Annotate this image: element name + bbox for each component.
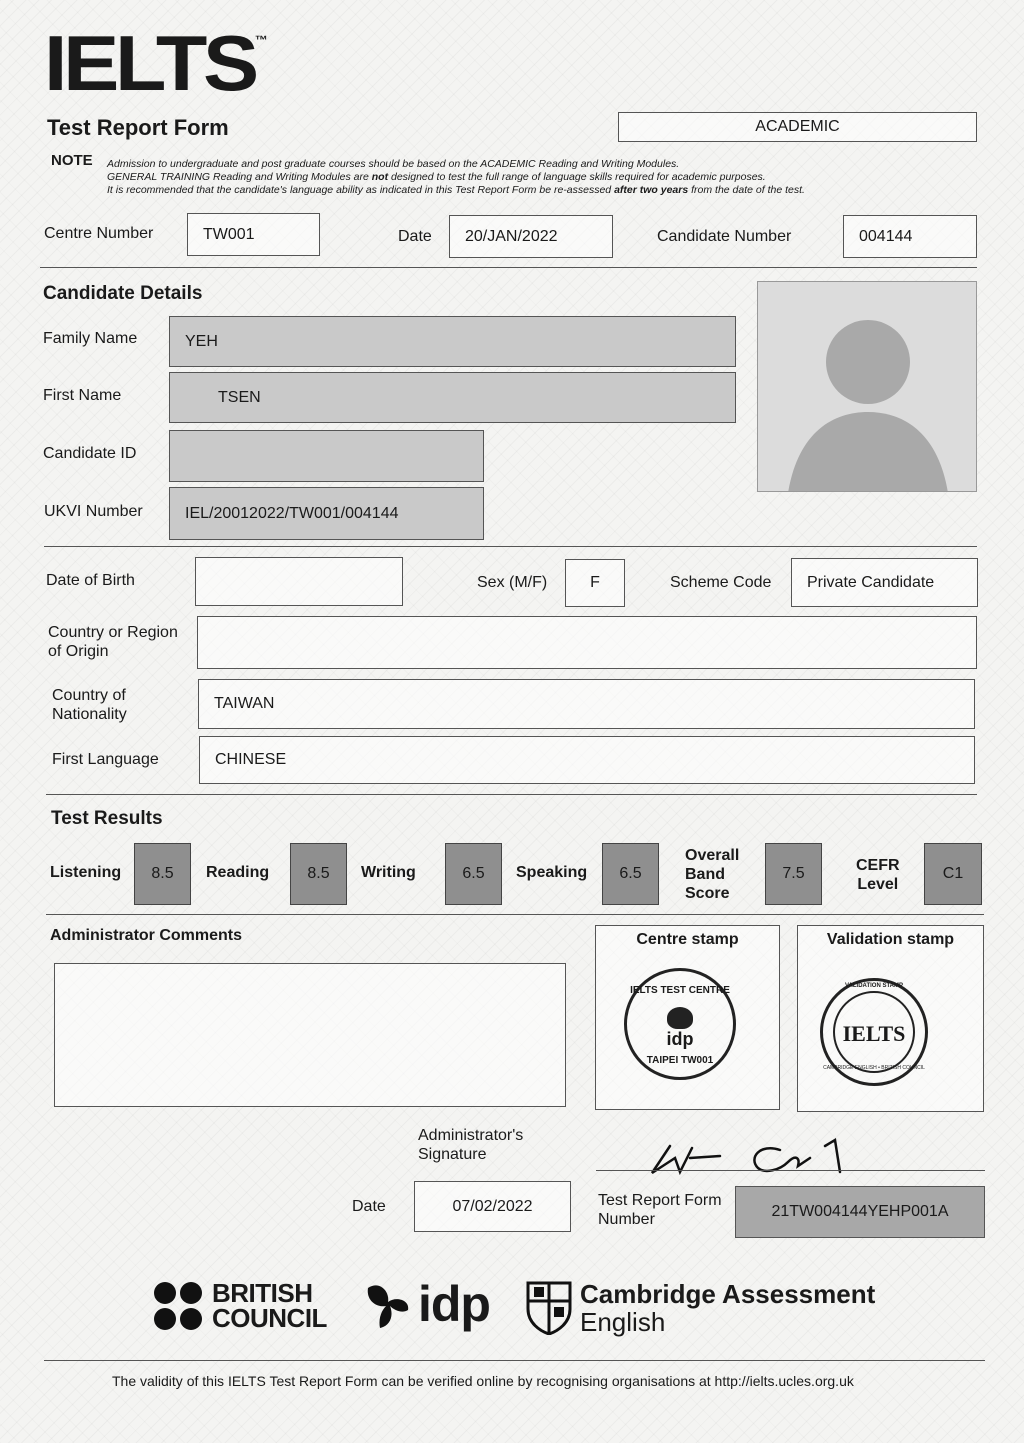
- divider-candidate: [44, 546, 977, 547]
- scheme-code-field: Private Candidate: [791, 558, 978, 607]
- ielts-logo-text: IELTS: [44, 19, 255, 107]
- centre-stamp-box: [595, 925, 780, 1110]
- note-line-2: GENERAL TRAINING Reading and Writing Modules are not designed to test the full range of language skills required for academic purposes.: [107, 171, 766, 183]
- signature-label: Administrator's Signature: [418, 1127, 524, 1163]
- divider-details: [46, 794, 977, 795]
- british-council-logo: [152, 1280, 327, 1332]
- cambridge-line-1: Cambridge Assessment: [580, 1279, 876, 1309]
- trf-number-label: Test Report Form Number: [598, 1192, 722, 1228]
- nationality-field: TAIWAN: [198, 679, 975, 729]
- footer-verification-text: The validity of this IELTS Test Report Form can be verified online by recognising organisations at http://ielts.ucles.org.uk: [112, 1373, 854, 1389]
- idp-logo: [362, 1278, 490, 1330]
- centre-stamp-seal: [624, 968, 736, 1080]
- validation-stamp-center-text: IELTS: [842, 1021, 906, 1046]
- admin-comments-label: Administrator Comments: [50, 927, 243, 944]
- cefr-level-label: CEFR Level: [856, 857, 900, 893]
- centre-number-label: Centre Number: [44, 225, 154, 242]
- note-label: NOTE: [51, 152, 93, 169]
- scheme-code-label: Scheme Code: [670, 574, 772, 591]
- date-field: 20/JAN/2022: [449, 215, 613, 258]
- reading-label: Reading: [206, 864, 270, 881]
- centre-stamp-label: Centre stamp: [636, 931, 739, 948]
- form-title: Test Report Form: [47, 115, 229, 140]
- idp-leaf-icon: [362, 1278, 414, 1330]
- note-text: [107, 158, 907, 197]
- listening-score: 8.5: [134, 843, 191, 905]
- validation-stamp-label: Validation stamp: [826, 931, 955, 948]
- ielts-logo: [44, 19, 268, 107]
- dob-field: [195, 557, 403, 606]
- candidate-id-field: [169, 430, 484, 482]
- note-line-3: It is recommended that the candidate's language ability as indicated in this Test Report Form be re-assessed after two years from the date of the test.: [107, 184, 805, 196]
- date-label: Date: [398, 228, 432, 245]
- admin-date-label: Date: [352, 1198, 386, 1215]
- sex-label: Sex (M/F): [477, 574, 548, 591]
- writing-score: 6.5: [445, 843, 502, 905]
- idp-seal-icon: [667, 1007, 693, 1029]
- trf-number-field: 21TW004144YEHP001A: [735, 1186, 985, 1238]
- first-name-label: First Name: [43, 387, 122, 404]
- family-name-field: YEH: [169, 316, 736, 367]
- test-results-title: Test Results: [51, 808, 163, 829]
- dob-label: Date of Birth: [46, 572, 135, 589]
- british-council-dots-icon: [152, 1280, 204, 1332]
- nationality-label: Country of Nationality: [52, 687, 127, 723]
- cambridge-line-2: English: [580, 1307, 666, 1337]
- cefr-level-value: C1: [924, 843, 982, 905]
- note-line-1: Admission to undergraduate and post graduate courses should be based on the ACADEMIC Reading and Writing Modules.: [107, 158, 680, 170]
- speaking-score: 6.5: [602, 843, 659, 905]
- british-council-line-2: COUNCIL: [212, 1303, 327, 1333]
- validation-stamp-seal: [820, 978, 928, 1086]
- divider-footer: [44, 1360, 985, 1361]
- divider-top: [40, 267, 977, 268]
- divider-results: [46, 914, 984, 915]
- ukvi-number-label: UKVI Number: [44, 503, 143, 520]
- first-language-field: CHINESE: [199, 736, 975, 784]
- person-silhouette-icon: [758, 282, 977, 492]
- overall-band-score: 7.5: [765, 843, 822, 905]
- centre-stamp-top-text: IELTS TEST CENTRE: [630, 985, 730, 996]
- candidate-photo: [757, 281, 977, 492]
- speaking-label: Speaking: [516, 864, 588, 881]
- candidate-details-title: Candidate Details: [43, 283, 203, 304]
- module-box: ACADEMIC: [618, 112, 977, 142]
- sex-field: F: [565, 559, 625, 607]
- overall-band-label: Overall Band Score: [685, 847, 740, 902]
- validation-stamp-ring-text: CAMBRIDGE ENGLISH • BRITISH COUNCIL: [823, 1065, 925, 1071]
- validation-stamp-top-text: VALIDATION STAMP: [845, 983, 903, 989]
- reading-score: 8.5: [290, 843, 347, 905]
- origin-label: Country or Region of Origin: [48, 624, 178, 660]
- ukvi-number-field: IEL/20012022/TW001/004144: [169, 487, 484, 540]
- first-language-label: First Language: [52, 751, 159, 768]
- candidate-number-field: 004144: [843, 215, 977, 258]
- centre-stamp-logo: idp: [666, 1029, 694, 1049]
- cambridge-logo: [526, 1280, 875, 1336]
- first-name-field: TSEN: [169, 372, 736, 423]
- idp-wordmark: idp: [418, 1276, 490, 1332]
- candidate-number-label: Candidate Number: [657, 228, 792, 245]
- family-name-label: Family Name: [43, 330, 138, 347]
- trademark: ™: [254, 33, 268, 47]
- cambridge-shield-icon: [526, 1281, 572, 1335]
- admin-date-field: 07/02/2022: [414, 1181, 571, 1232]
- writing-label: Writing: [361, 864, 416, 881]
- signature-line: [596, 1170, 985, 1171]
- origin-field: [197, 616, 977, 669]
- centre-stamp-bottom-text: TAIPEI TW001: [646, 1055, 714, 1066]
- validation-stamp-box: [797, 925, 984, 1112]
- listening-label: Listening: [50, 864, 122, 881]
- british-council-line-1: BRITISH: [212, 1278, 313, 1308]
- admin-comments-box: [54, 963, 566, 1107]
- candidate-id-label: Candidate ID: [43, 445, 137, 462]
- centre-number-field: TW001: [187, 213, 320, 256]
